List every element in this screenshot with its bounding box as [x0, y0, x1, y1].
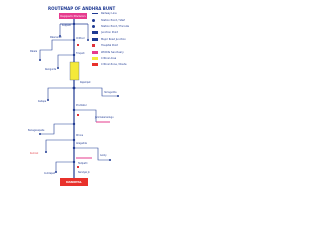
legend-item — [92, 24, 148, 30]
hospital-icon — [77, 166, 79, 168]
map-title: ROUTEMAP OF ANDHRA BUNT — [48, 6, 116, 11]
left-branch-7 — [56, 162, 74, 172]
hospital-icon — [77, 44, 79, 46]
legend-label: Critical Area — [101, 57, 117, 61]
station-dot — [73, 87, 76, 90]
junction-swatch-icon — [92, 38, 98, 41]
station-dot — [87, 39, 89, 41]
legend-item — [92, 56, 148, 62]
place-label: Palamaner — [50, 36, 62, 39]
legend-item — [92, 49, 148, 55]
place-label: Tirupati — [76, 52, 85, 55]
left-branch-4 — [48, 88, 74, 100]
legend-label: Railway Line — [101, 12, 117, 16]
legend-label: Critical Zone / Route — [101, 63, 127, 67]
zone-swatch-icon — [92, 63, 98, 66]
station-swatch-icon — [92, 19, 95, 22]
critical-segment — [70, 62, 79, 80]
station-dot — [39, 59, 41, 61]
place-label: Kadapa — [38, 100, 47, 103]
station-dot — [57, 67, 59, 69]
place-label: Renigunta — [45, 68, 57, 71]
start-label: Kuppam Division — [60, 14, 86, 18]
map-legend — [92, 11, 148, 69]
end-label: NANDYAL — [60, 178, 88, 186]
legend-label: Station Point / Enroute — [101, 25, 130, 29]
legend-item — [92, 62, 148, 68]
place-label: Chittoor — [76, 37, 85, 40]
legend-item — [92, 43, 148, 49]
place-label: Pakala — [30, 50, 38, 53]
place-label: Banaganapalle — [28, 129, 45, 132]
left-branch-6 — [46, 140, 74, 152]
critical-swatch-icon — [92, 57, 98, 60]
legend-label: Major Road Junction — [101, 37, 126, 41]
station-dot — [73, 54, 75, 56]
legend-item — [92, 30, 148, 36]
place-label: Yerraguntla — [104, 91, 117, 94]
station-swatch-icon — [92, 25, 95, 28]
station-dot — [39, 133, 41, 135]
station-dot — [55, 171, 57, 173]
station-dot — [45, 151, 47, 153]
junction-swatch-icon — [92, 31, 98, 34]
station-dot — [73, 161, 75, 163]
hospital-swatch-icon — [92, 44, 95, 47]
legend-item — [92, 17, 148, 23]
legend-label: Station Point / Start — [101, 18, 126, 22]
left-branch-2 — [40, 40, 74, 60]
station-dot — [73, 123, 75, 125]
place-label: Jammalamadugu — [95, 116, 114, 119]
place-label: Allagadda — [76, 142, 87, 145]
legend-item — [92, 37, 148, 43]
station-dot — [73, 23, 75, 25]
sanctuary-swatch-icon — [92, 51, 98, 54]
station-dot — [73, 39, 75, 41]
place-label: Proddatur — [76, 104, 87, 107]
station-dot — [73, 147, 75, 149]
line-swatch-icon — [92, 13, 98, 14]
place-label: Kuppam — [62, 24, 71, 27]
station-dot — [109, 159, 111, 161]
route-map — [0, 0, 149, 198]
station-dot — [73, 139, 75, 141]
place-label: Tadipatri — [78, 162, 88, 165]
hospital-icon — [77, 114, 79, 116]
legend-label: Wildlife Sanctuary — [101, 50, 124, 54]
station-dot — [47, 99, 49, 101]
legend-label: Junction Point — [101, 31, 119, 35]
place-label: Dhone — [76, 134, 84, 137]
place-label: Nandyal Jn — [78, 171, 90, 174]
place-label: Kurnool — [30, 152, 39, 155]
station-dot — [73, 109, 75, 111]
place-label: Rajampet — [80, 81, 91, 84]
legend-label: Hospital Point — [101, 44, 119, 48]
station-dot — [117, 95, 119, 97]
place-label: Cuddapah — [44, 172, 56, 175]
legend-item — [92, 11, 148, 17]
left-branch-5 — [40, 124, 74, 134]
place-label: Gooty — [100, 154, 107, 157]
